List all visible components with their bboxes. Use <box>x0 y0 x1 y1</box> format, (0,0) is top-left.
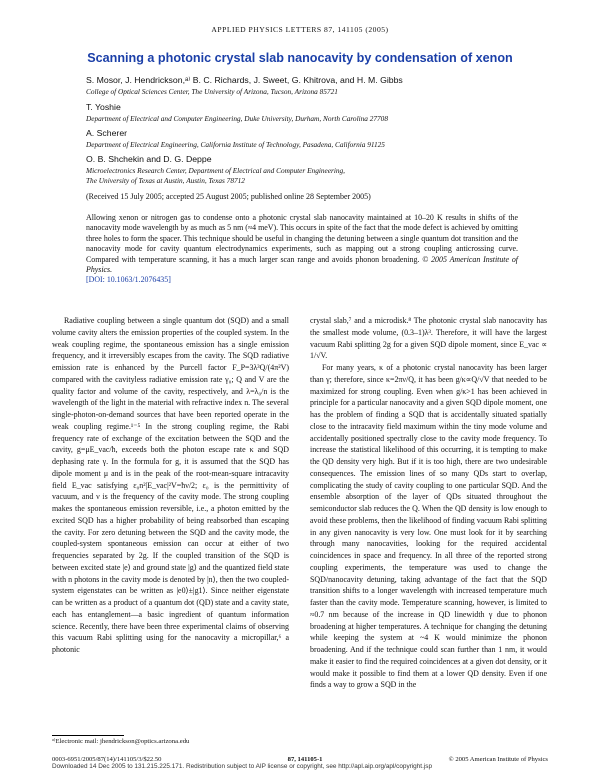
author-line-4: O. B. Shchekin and D. G. Deppe <box>86 154 212 164</box>
author-line-2: T. Yoshie <box>86 102 121 112</box>
paper-title: Scanning a photonic crystal slab nanocavity by condensation of xenon <box>87 51 513 65</box>
body-column-left <box>52 315 289 656</box>
abstract-copyright: © 2005 American Institute of Physics. <box>86 254 518 275</box>
received-dates: (Received 15 July 2005; accepted 25 August 2005; published online 28 September 2005) <box>86 192 371 201</box>
doi-link[interactable]: [DOI: 10.1063/1.2076435] <box>86 275 171 285</box>
footer-copyright: © 2005 American Institute of Physics <box>448 756 548 763</box>
body-column-right <box>310 315 547 691</box>
footer-issn: 0003-6951/2005/87(14)/141105/3/$22.50 <box>52 756 162 763</box>
author-line-3: A. Scherer <box>86 128 128 138</box>
download-notice: Downloaded 14 Dec 2005 to 131.215.225.171. Redistribution subject to AIP license or copyright, see http://apl.aip.org/apl/copyright.jsp <box>52 763 433 770</box>
journal-header: APPLIED PHYSICS LETTERS 87, 141105 (2005) <box>211 25 389 34</box>
affiliation-4b: The University of Texas at Austin, Austin, Texas 78712 <box>86 176 245 185</box>
affiliation-2: Department of Electrical and Computer Engineering, Duke University, Durham, North Carolina 27708 <box>86 114 388 123</box>
paragraph: For many years, κ of a photonic crystal nanocavity has been larger than γ; therefore, since κ=2πν/Q, it has been g/κ∝Q/√V that needed to be maximized for strong coupling. Even when g/κ>1 has been achieved in principle for a particular nanocavity and a given SQD dipole moment, one has the problem of finding a SQD that is accidentally situated spatially close to the intracavity field maximum within the tiny mode volume and accidentally positioned spectrally close to the cavity mode frequency. To increase the statistical likelihood of this occurring, it is tempting to make the QD density very high. But if it is too high, there are two undesirable consequences. The emission lines of so many QDs start to overlap, complicating the study of cavity coupling to one particular SQD. And the ensemble absorption of the layer of QDs situated throughout the semiconductor slab reduces the Q. When the QD density is low enough to avoid these problems, then the likelihood of finding vacuum Rabi splitting in any given nanocavity is very low. One must look for it by searching through many nanocavities, looking for the required accidental coincidences in space and frequency. In all three of the reported strong coupling experiments, the temperature was used to change the SQD/nanocavity detuning, taking advantage of the fact that the SQD transition shifts to a longer wavelength with increased temperature much faster than the cavity mode. Temperature scanning, however, is limited to ≈0.7 nm because of the increase in QD linewidth γ due to phonon broadening at higher temperatures. A technique for changing the detuning while keeping the system at ~4 K would minimize the phonon broadening. And if the technique could scan further than 1 nm, it would make it easier to find the required coincidences at a given dot density, or it would make it possible to find them at a lower QD density. Even if one finds a way to grow a SQD in the <box>310 363 547 690</box>
abstract-text: Allowing xenon or nitrogen gas to condense onto a photonic crystal slab nanocavity maintained at 10–20 K results in shifts of the nanocavity mode wavelength by as much as 5 nm (≈4 meV). This occurs in spite of the fact that the mode defect is achieved by omitting three holes to form the spacer. This technique should be useful in changing the detuning between a single quantum dot transition and the nanocavity mode for cavity quantum electrodynamics experiments, such as mapping out a strong coupling anticrossing curve. Compared with temperature scanning, it has a much larger scan range and avoids phonon broadening. <box>86 213 518 264</box>
paragraph: Radiative coupling between a single quantum dot (SQD) and a small volume cavity alters the emission properties of the coupled system. In the weak coupling regime, the spontaneous emission has a single emission frequency, and it irreversibly escapes from the cavity. The SQD radiative emission rate is enhanced by the Purcell factor F_P=3λ³Q/(4π²V) compared with the cavityless radiative emission rate γ₀; Q and V are the quality factor and volume of the cavity, respectively, and λ=λ₀/n is the wavelength of the light in the material with refractive index n. The several single-photon-on-demand sources that have been reported operate in the weak coupling regime.¹⁻⁵ In the strong coupling regime, the Rabi frequency rate of exchange of the excitation between the SQD and the cavity, g=μE_vac/ħ, exceeds both the photon escape rate κ and SQD dephasing rate γ. In the formula for g, it is assumed that the SQD has dipole moment μ and is in the peak of the root-mean-square intracavity field E_vac satisfying ε₀n²|E_vac|²V=ħν/2; ε₀ is the permittivity of vacuum, and ν is the frequency of the cavity mode. The strong coupling makes the spontaneous emission reversible, i.e., a photon emitted by the excited SQD has a higher probability of being reabsorbed than escaping the cavity. For zero detuning between the SQD and the cavity mode, the coupled-system spontaneous emission can occur at either of two frequencies separated by 2g. If the coupled transition of the SQD is between excited state |e⟩ and ground state |g⟩ and the quantized field state with n photons in the cavity mode is denoted by |n⟩, then the two coupled-system eigenstates can be written as |e0⟩±|g1⟩. Since neither eigenstate can be written as a product of a quantum dot (QD) state and a cavity state, each has entanglement—a basic ingredient of quantum information science. Recently, there have been three experimental claims of observing this vacuum Rabi splitting using for the nanocavity a micropillar,⁶ a photonic <box>52 316 289 654</box>
footer-page: 87, 141105-1 <box>287 756 323 763</box>
author-line-1: S. Mosor, J. Hendrickson,ᵃ⁾ B. C. Richards, J. Sweet, G. Khitrova, and H. M. Gibbs <box>86 75 403 85</box>
footnote: ᵃ⁾Electronic mail: jhendrickson@optics.arizona.edu <box>52 738 190 745</box>
abstract <box>86 213 518 286</box>
footnote-divider <box>52 735 124 736</box>
paragraph: crystal slab,⁷ and a microdisk.⁸ The photonic crystal slab nanocavity has the smallest mode volume, (0.3–1)λ³. Therefore, it will have the largest vacuum Rabi splitting 2g for a given SQD dipole moment, since E_vac ∝ 1/√V. <box>310 316 547 361</box>
affiliation-1: College of Optical Sciences Center, The University of Arizona, Tucson, Arizona 85721 <box>86 87 338 96</box>
affiliation-3: Department of Electrical Engineering, California Institute of Technology, Pasadena, California 91125 <box>86 140 385 149</box>
page-footer <box>52 756 548 770</box>
affiliation-4a: Microelectronics Research Center, Department of Electrical and Computer Engineering, <box>86 166 345 175</box>
